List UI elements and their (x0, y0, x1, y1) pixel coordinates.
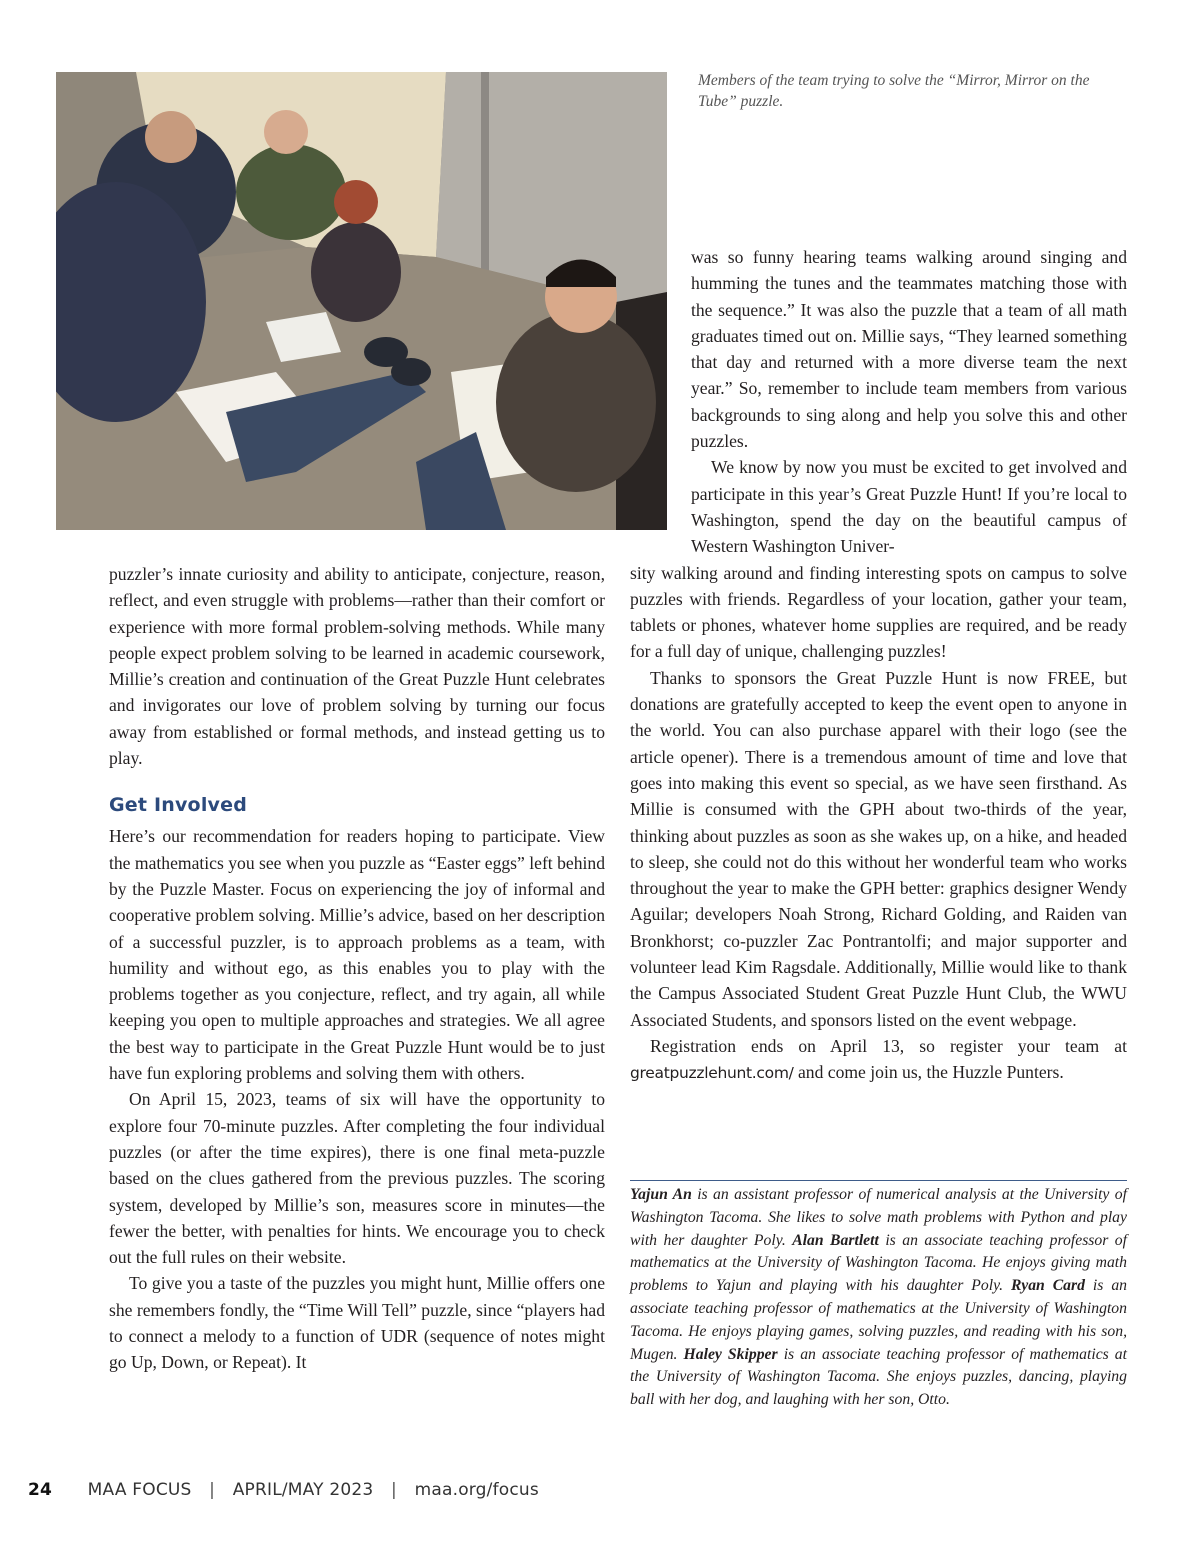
author-bios (630, 1180, 1127, 1412)
publication-name: MAA FOCUS (87, 1480, 192, 1500)
team-photo-illustration (56, 72, 667, 530)
paragraph: Here’s our recommendation for readers hoping to participate. View the mathematics you see when you puzzle as “Easter eggs” left behind by the Puzzle Master. Focus on experiencing the joy of informal and cooperative problem solving. Millie’s advice, based on her description of a successful puzzler, is to approach problems as a team, with humility and without ego, as this enables you to play with the problems together as you conjecture, reflect, and try again, all while keeping you open to multiple approaches and strategies. We all agree the best way to participate in the Great Puzzle Hunt would be to just have fun exploring problems and solving them with others. (109, 826, 605, 1084)
website-link[interactable]: greatpuzzlehunt.com/ (630, 1064, 794, 1083)
footer-separator: | (391, 1480, 397, 1500)
paragraph: sity walking around and finding interesting spots on campus to solve puzzles with friends. Regardless of your location, gather your team, tablets or phones, whatever home supplies are required, and be ready for a full day of unique, challenging puzzles! (630, 562, 1127, 662)
issue-date: APRIL/MAY 2023 (232, 1480, 374, 1500)
inset-text (630, 244, 1127, 560)
registration-text: Registration ends on April 13, so register your team at (650, 1035, 1127, 1056)
page-number: 24 (28, 1480, 53, 1500)
author-name: Ryan Card (1011, 1277, 1085, 1295)
left-column (109, 561, 605, 1376)
paragraph: To give you a taste of the puzzles you might hunt, Millie offers one she remembers fondly, the “Time Will Tell” puzzle, since “players had to connect a melody to a function of UDR (sequence of notes might go Up, Down, or Repeat). It (109, 1273, 605, 1373)
author-bio: is an associate teaching professor of mathematics at the University of Washington Tacoma. She enjoys puzzles, dancing, playing ball with her dog, and laughing with her son, Otto. (630, 1345, 1128, 1409)
team-photo (56, 72, 667, 530)
author-name: Alan Bartlett (792, 1231, 879, 1249)
paragraph: was so funny hearing teams walking around singing and humming the tunes and the teammates matching those with the sequence.” It was also the puzzle that a team of all math graduates timed out on. Millie says, “They learned something that day and returned with a more diverse team the next year.” So, remember to include team members from various backgrounds to sing along and help you solve this and other puzzles. (691, 247, 1127, 452)
author-bio: is an assistant professor of numerical analysis at the University of Washington Tacoma. She likes to solve math problems with Python and play with her daughter Poly. (630, 1186, 1127, 1249)
paragraph: On April 15, 2023, teams of six will have the opportunity to explore four 70-minute puzzles. After completing the four individual puzzles (or after the time expires), there is one final meta-puzzle based on the clues gathered from the previous puzzles. The scoring system, developed by Millie’s son, measures score in minutes—the fewer the better, with penalties for hints. We encourage you to check out the full rules on their website. (109, 1089, 605, 1268)
registration-paragraph (630, 1033, 1127, 1087)
author-bio: is an associate teaching professor of mathematics at the University of Washington Tacoma. He enjoys playing games, solving puzzles, and reading with his son, Mugen. (630, 1277, 1128, 1363)
photo-caption: Members of the team trying to solve the “Mirror, Mirror on the Tube” puzzle. (698, 72, 1090, 110)
paragraph: Thanks to sponsors the Great Puzzle Hunt is now FREE, but donations are gratefully accepted to keep the event open to anyone in the world. You can also purchase apparel with their logo (see the article opener). There is a tremendous amount of time and love that goes into making this event so special, as we have seen firsthand. As Millie is consumed with the GPH about two-thirds of the year, thinking about puzzles as soon as she wakes up, on a hike, and headed to sleep, she could not do this without her wonderful team who works throughout the year to make the GPH better: graphics designer Wendy Aguilar; developers Noah Strong, Richard Golding, and Raiden van Bronkhorst; co-puzzler Zac Pontrantolfi; and major supporter and volunteer lead Kim Ragsdale. Additionally, Millie would like to thank the Campus Associated Student Great Puzzle Hunt Club, the WWU Associated Students, and sponsors listed on the event webpage. (630, 667, 1127, 1030)
footer-separator: | (209, 1480, 216, 1500)
paragraph: We know by now you must be excited to get involved and participate in this year’s Great Puzzle Hunt! If you’re local to Washington, spend the day on the beautiful campus of Western Washington Univer- (691, 457, 1127, 557)
footer-url[interactable]: maa.org/focus (414, 1480, 539, 1500)
registration-closing: and come join us, the Huzzle Punters. (797, 1062, 1064, 1083)
author-name: Haley Skipper (683, 1345, 778, 1363)
page-footer (28, 1480, 539, 1500)
author-name: Yajun An (630, 1186, 692, 1203)
paragraph: puzzler’s innate curiosity and ability to anticipate, conjecture, reason, reflect, and even struggle with problems—rather than their comfort or experience with more formal problem-solving methods. While many people expect problem solving to be learned in academic coursework, Millie’s creation and continuation of the Great Puzzle Hunt celebrates and invigorates our love of problem solving by turning our focus away from established or formal methods, and instead getting us to play. (109, 564, 605, 769)
section-heading: Get Involved (109, 794, 247, 817)
author-bio: is an associate teaching professor of mathematics at the University of Washington Tacoma. He enjoys giving math problems to Yajun and playing with his daughter Poly. (630, 1231, 1128, 1295)
right-column (630, 244, 1127, 1087)
